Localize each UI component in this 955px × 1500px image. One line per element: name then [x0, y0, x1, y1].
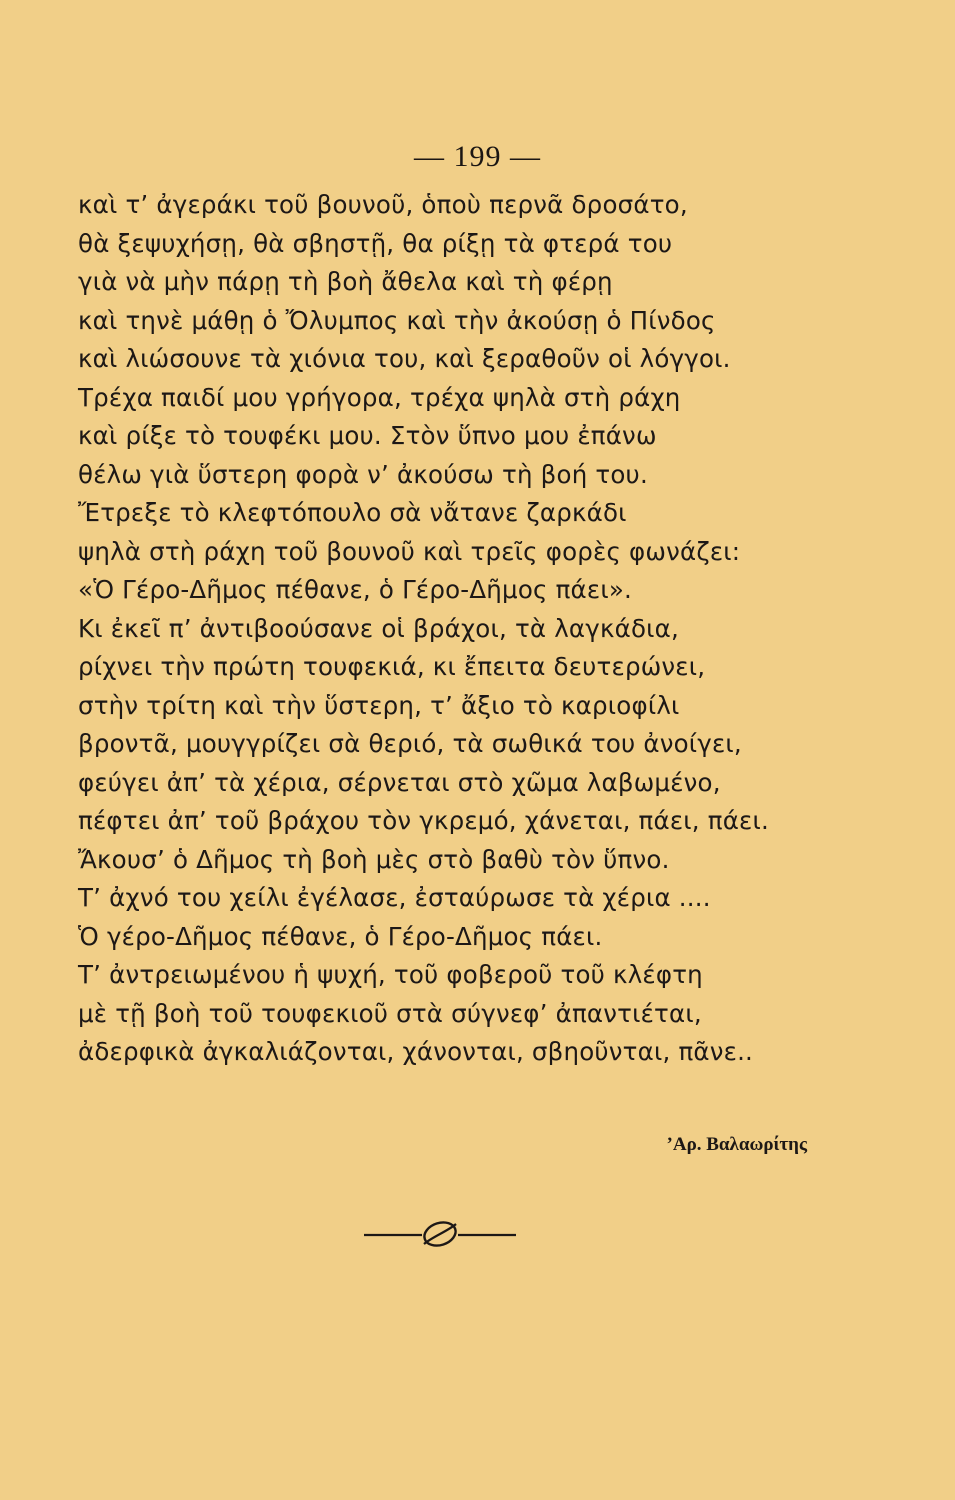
poem-line: μὲ τῇ βοὴ τοῦ τουφεκιοῦ στὰ σύγνεφ’ ἀπαντιέται,: [78, 998, 702, 1028]
poem-line: ρίχνει τὴν πρώτη τουφεκιά, κι ἔπειτα δευτερώνει,: [78, 652, 706, 681]
poem-line: ἀδερφικὰ ἀγκαλιάζονται, χάνονται, σβηοῦνται, πᾶνε..: [78, 1037, 754, 1066]
poem-line: Ἄκουσ’ ὁ Δῆμος τὴ βοὴ μὲς στὸ βαθὺ τὸν ὕπνο.: [78, 844, 670, 874]
poem-line: Ὁ γέρο-Δῆμος πέθανε, ὁ Γέρο-Δῆμος πάει.: [78, 921, 603, 951]
poem-line: «Ὁ Γέρο-Δῆμος πέθανε, ὁ Γέρο-Δῆμος πάει».: [78, 575, 632, 604]
page-number: — 199 —: [414, 140, 541, 173]
poem-line: Κι ἐκεῖ π’ ἀντιβοούσανε οἱ βράχοι, τὰ λαγκάδια,: [78, 613, 679, 643]
poem-line: φεύγει ἀπ’ τὰ χέρια, σέρνεται στὸ χῶμα λαβωμένο,: [78, 767, 721, 797]
poem-line: στὴν τρίτη καὶ τὴν ὕστερη, τ’ ἄξιο τὸ καριοφίλι: [78, 690, 680, 720]
poem-line: καὶ λιώσουνε τὰ χιόνια του, καὶ ξεραθοῦν οἱ λόγγοι.: [78, 344, 731, 373]
poem-line: γιὰ νὰ μὴν πάρῃ τὴ βοὴ ἄθελα καὶ τὴ φέρῃ: [78, 267, 613, 296]
end-flourish-icon: [360, 1217, 520, 1251]
poem-line: Τ’ ἀντρειωμένου ἡ ψυχή, τοῦ φοβεροῦ τοῦ κλέφτη: [78, 960, 703, 989]
poem-line: καὶ τ’ ἀγεράκι τοῦ βουνοῦ, ὁποὺ περνᾶ δροσάτο,: [78, 190, 688, 219]
poem-line: βροντᾶ, μουγγρίζει σὰ θεριό, τὰ σωθικά του ἀνοίγει,: [78, 729, 742, 758]
poem-line: καὶ τηνὲ μάθῃ ὁ Ὄλυμπος καὶ τὴν ἀκούσῃ ὁ Πίνδος: [78, 305, 716, 335]
poem-line: καὶ ρίξε τὸ τουφέκι μου. Στὸν ὕπνο μου ἐπάνω: [78, 421, 657, 450]
poem-line: θὰ ξεψυχήσῃ, θὰ σβηστῇ, θα ρίξῃ τὰ φτερά του: [78, 228, 673, 258]
poem-line: Τ’ ἀχνό του χείλι ἐγέλασε, ἐσταύρωσε τὰ χέρια ....: [78, 883, 711, 912]
poem-line: Τρέχα παιδί μου γρήγορα, τρέχα ψηλὰ στὴ ράχη: [78, 382, 681, 412]
poem-line: Ἔτρεξε τὸ κλεφτόπουλο σὰ νἄτανε ζαρκάδι: [78, 498, 627, 527]
author-signature: ’Αρ. Βαλαωρίτης: [666, 1134, 807, 1155]
poem-line: θέλω γιὰ ὕστερη φορὰ ν’ ἀκούσω τὴ βοή του.: [78, 459, 648, 489]
poem-text: [78, 186, 838, 1072]
poem-line: πέφτει ἀπ’ τοῦ βράχου τὸν γκρεμό, χάνεται, πάει, πάει.: [78, 806, 769, 835]
poem-line: ψηλὰ στὴ ράχη τοῦ βουνοῦ καὶ τρεῖς φορὲς φωνάζει:: [78, 536, 741, 566]
